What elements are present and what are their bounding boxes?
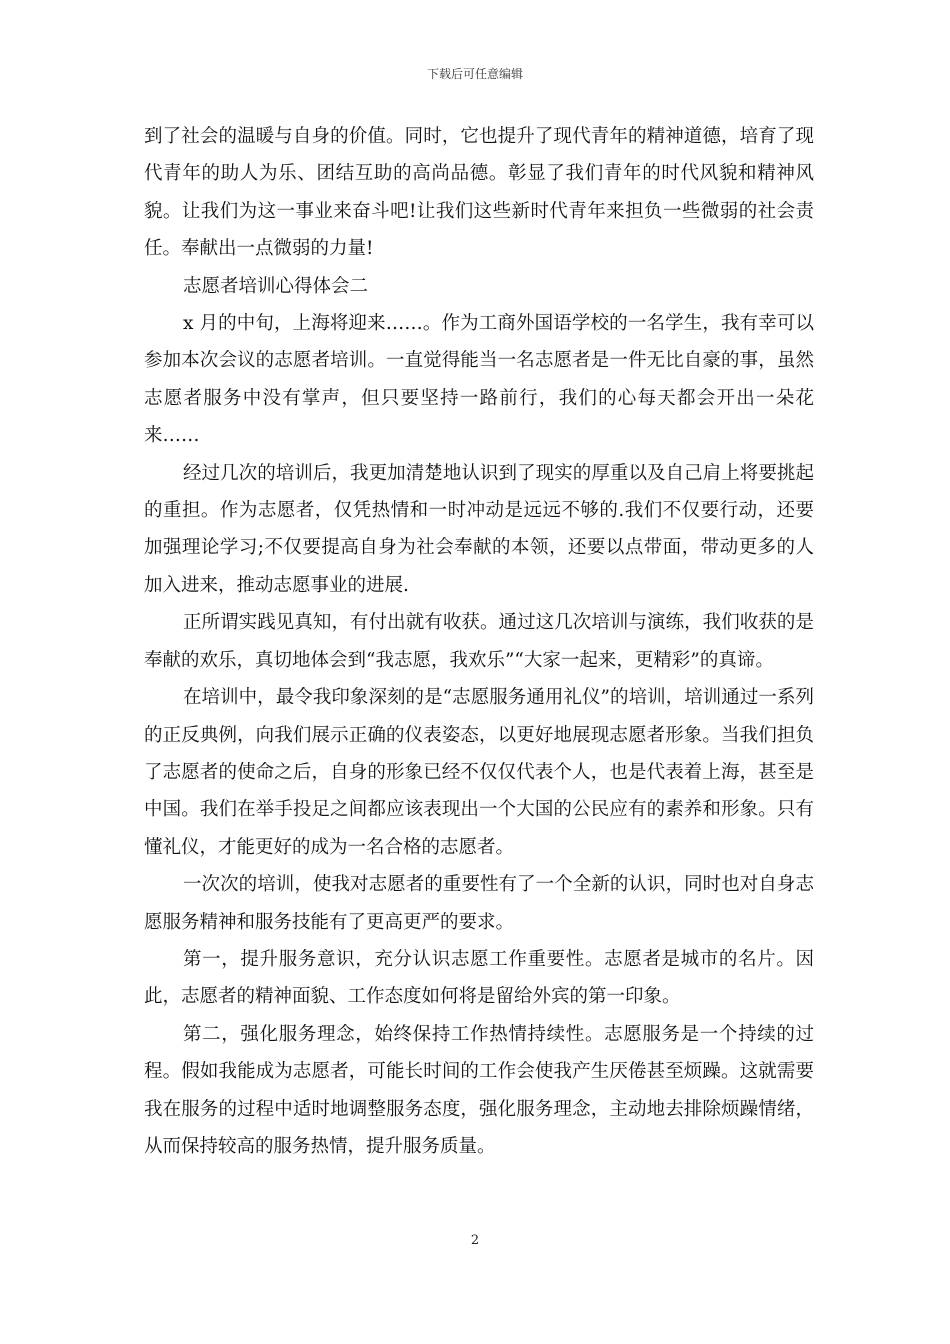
page-header: 下载后可任意编辑 — [426, 67, 523, 81]
section-heading: 志愿者培训心得体会二 — [183, 275, 369, 297]
paragraph: 第一，提升服务意识，充分认识志愿工作重要性。志愿者是城市的名片。因此，志愿者的精神面貌、工作态度如何将是留给外宾的第一印象。 — [144, 948, 814, 1008]
paragraph: x 月的中旬，上海将迎来……。作为工商外国语学校的一名学生，我有幸可以参加本次会议的志愿者培训。一直觉得能当一名志愿者是一件无比自豪的事，虽然志愿者服务中没有掌声，但只要坚持一路前行，我们的心每天都会开出一朵花来…… — [144, 313, 814, 447]
paragraph: 经过几次的培训后，我更加清楚地认识到了现实的厚重以及自己肩上将要挑起的重担。作为志愿者，仅凭热情和一时冲动是远远不够的.我们不仅要行动，还要加强理论学习;不仅要提高自身为社会奉献的本领，还要以点带面，带动更多的人加入进来，推动志愿事业的进展. — [144, 462, 814, 596]
paragraph: 正所谓实践见真知，有付出就有收获。通过这几次培训与演练，我们收获的是奉献的欢乐，真切地体会到“我志愿，我欢乐”“大家一起来，更精彩”的真谛。 — [144, 612, 814, 671]
paragraph: 第二，强化服务理念，始终保持工作热情持续性。志愿服务是一个持续的过程。假如我能成为志愿者，可能长时间的工作会使我产生厌倦甚至烦躁。这就需要我在服务的过程中适时地调整服务态度，强化服务理念，主动地去排除烦躁情绪，从而保持较高的服务热情，提升服务质量。 — [144, 1023, 814, 1157]
paragraph-continuation: 到了社会的温暖与自身的价值。同时，它也提升了现代青年的精神道德，培育了现代青年的助人为乐、团结互助的高尚品德。彰显了我们青年的时代风貌和精神风貌。让我们为这一事业来奋斗吧!让我们这些新时代青年来担负一些微弱的社会责任。奉献出一点微弱的力量! — [144, 126, 814, 260]
paragraph: 在培训中，最令我印象深刻的是“志愿服务通用礼仪”的培训，培训通过一系列的正反典例，向我们展示正确的仪表姿态，以更好地展现志愿者形象。当我们担负了志愿者的使命之后，自身的形象已经不仅仅代表个人，也是代表着上海，甚至是中国。我们在举手投足之间都应该表现出一个大国的公民应有的素养和形象。只有懂礼仪，才能更好的成为一名合格的志愿者。 — [144, 687, 814, 858]
document-body — [144, 118, 814, 1165]
paragraph: 一次次的培训，使我对志愿者的重要性有了一个全新的认识，同时也对自身志愿服务精神和服务技能有了更高更严的要求。 — [144, 874, 814, 933]
page-number: 2 — [470, 1233, 480, 1248]
